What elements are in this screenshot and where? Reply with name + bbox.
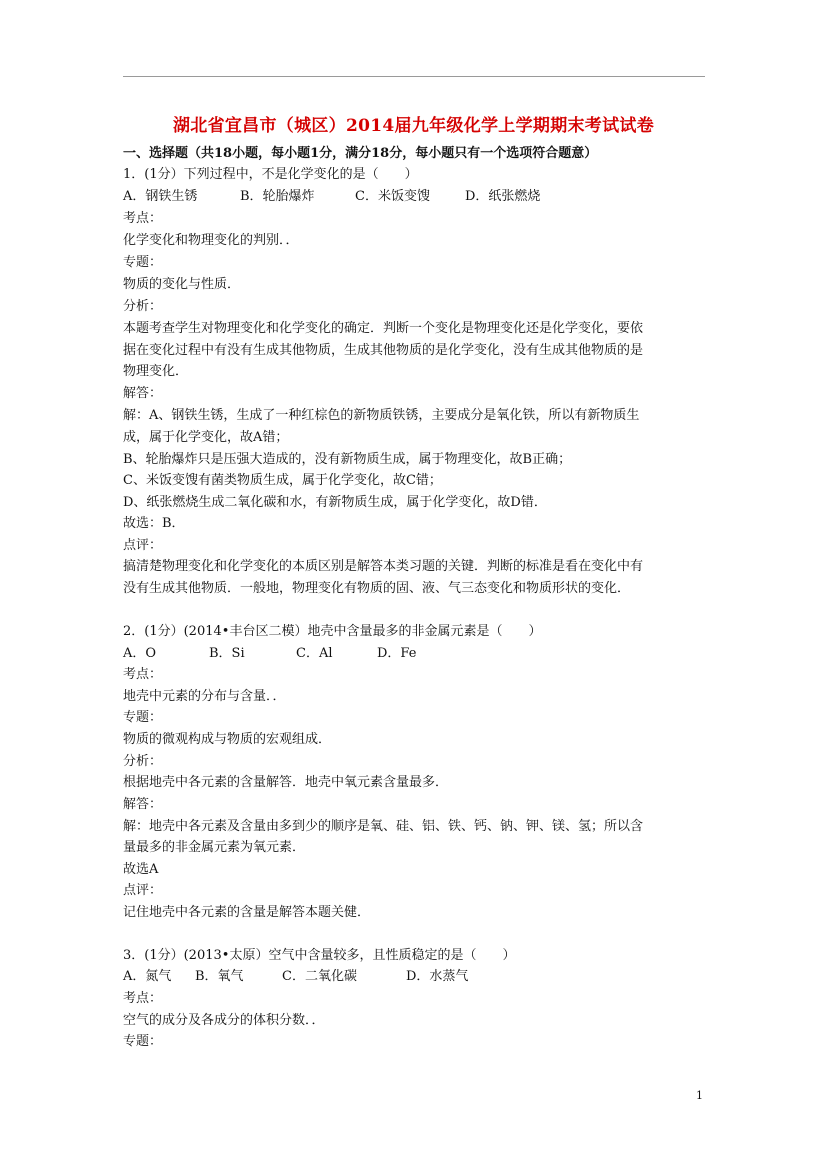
q2-jieda-label: 解答： (123, 797, 163, 812)
q3-option-d: D．水蒸气 (406, 969, 469, 984)
q2-kaodian-label: 考点： (123, 667, 163, 682)
q3-options (123, 967, 468, 987)
q1-option-a: A．钢铁生锈 (123, 189, 198, 204)
page-number: 1 (696, 1089, 703, 1102)
q2-zhuanti: 物质的微观构成与物质的宏观组成． (123, 732, 332, 747)
q1-dianping-line: 搞清楚物理变化和化学变化的本质区别是解答本类习题的关键．判断的标准是看在变化中有 (123, 559, 644, 574)
q1-option-d: D．纸张燃烧 (465, 189, 541, 204)
q1-jieda-label: 解答： (123, 386, 163, 401)
q1-kaodian: 化学变化和物理变化的判别．． (123, 233, 299, 248)
q1-kaodian-label: 考点： (123, 211, 163, 226)
q2-option-a: A．O (123, 646, 157, 661)
q1-jieda-line: B、轮胎爆炸只是压强大造成的，没有新物质生成，属于物理变化，故B正确； (123, 452, 572, 467)
q1-zhuanti: 物质的变化与性质． (123, 277, 241, 292)
q2-zhuanti-label: 专题： (123, 710, 163, 725)
page-title: 湖北省宜昌市（城区）2014届九年级化学上学期期末考试试卷 (172, 116, 654, 136)
q3-option-a: A．氮气 (123, 969, 172, 984)
q3-option-c: C．二氧化碳 (282, 969, 357, 984)
q3-kaodian: 空气的成分及各成分的体积分数．． (123, 1013, 325, 1028)
q2-options (123, 644, 416, 664)
q2-option-b: B．Si (209, 646, 245, 661)
q1-jieda-line: C、米饭变馊有菌类物质生成，属于化学变化，故C错； (123, 473, 442, 488)
q1-zhuanti-label: 专题： (123, 255, 163, 270)
q3-option-b: B．氧气 (195, 969, 244, 984)
q2-jieda-line: 量最多的非金属元素为氧元素． (123, 840, 306, 855)
q1-options (123, 187, 540, 207)
section-heading: 一、选择题（共18小题，每小题1分，满分18分，每小题只有一个选项符合题意） (123, 146, 598, 161)
q2-option-c: C．Al (296, 646, 333, 661)
q1-fenxi-line: 据在变化过程中有没有生成其他物质，生成其他物质的是化学变化，没有生成其他物质的是 (123, 343, 644, 358)
q3-stem: 3．(1分）(2013•太原）空气中含量较多，且性质稳定的是（ ） (123, 948, 516, 963)
q3-kaodian-label: 考点： (123, 991, 163, 1006)
q2-fenxi-label: 分析： (123, 754, 163, 769)
q2-stem: 2．(1分）(2014•丰台区二模）地壳中含量最多的非金属元素是（ ） (123, 624, 542, 639)
q1-option-c: C．米饭变馊 (355, 189, 430, 204)
q1-option-b: B．轮胎爆炸 (240, 189, 315, 204)
q2-dianping-label: 点评： (123, 883, 163, 898)
q2-jieda-line: 解：地壳中各元素及含量由多到少的顺序是氧、硅、铝、铁、钙、钠、钾、镁、氢；所以含 (123, 819, 644, 834)
header-rule (123, 76, 705, 77)
q1-stem: 1．(1分）下列过程中，不是化学变化的是（ ） (123, 167, 418, 182)
q1-answer: 故选：B． (123, 516, 185, 531)
q2-answer: 故选A (123, 862, 159, 877)
q2-kaodian: 地壳中元素的分布与含量．． (123, 689, 286, 704)
q1-fenxi-line: 本题考查学生对物理变化和化学变化的确定．判断一个变化是物理变化还是化学变化，要依 (123, 321, 644, 336)
q1-fenxi-line: 物理变化． (123, 364, 189, 379)
q3-zhuanti-label: 专题： (123, 1034, 163, 1049)
q2-dianping: 记住地壳中各元素的含量是解答本题关健． (123, 905, 371, 920)
q1-dianping-label: 点评： (123, 538, 163, 553)
q1-jieda-line: D、纸张燃烧生成二氧化碳和水，有新物质生成，属于化学变化，故D错． (123, 495, 547, 510)
q2-fenxi: 根据地壳中各元素的含量解答．地壳中氧元素含量最多． (123, 775, 449, 790)
q1-fenxi-label: 分析： (123, 299, 163, 314)
q2-option-d: D．Fe (377, 646, 417, 661)
q1-jieda-line: 成，属于化学变化，故A错； (123, 430, 289, 445)
q1-dianping-line: 没有生成其他物质．一般地，物理变化有物质的固、液、气三态变化和物质形状的变化． (123, 581, 631, 596)
q1-jieda-line: 解：A、钢铁生锈，生成了一种红棕色的新物质铁锈，主要成分是氧化铁，所以有新物质生 (123, 408, 640, 423)
